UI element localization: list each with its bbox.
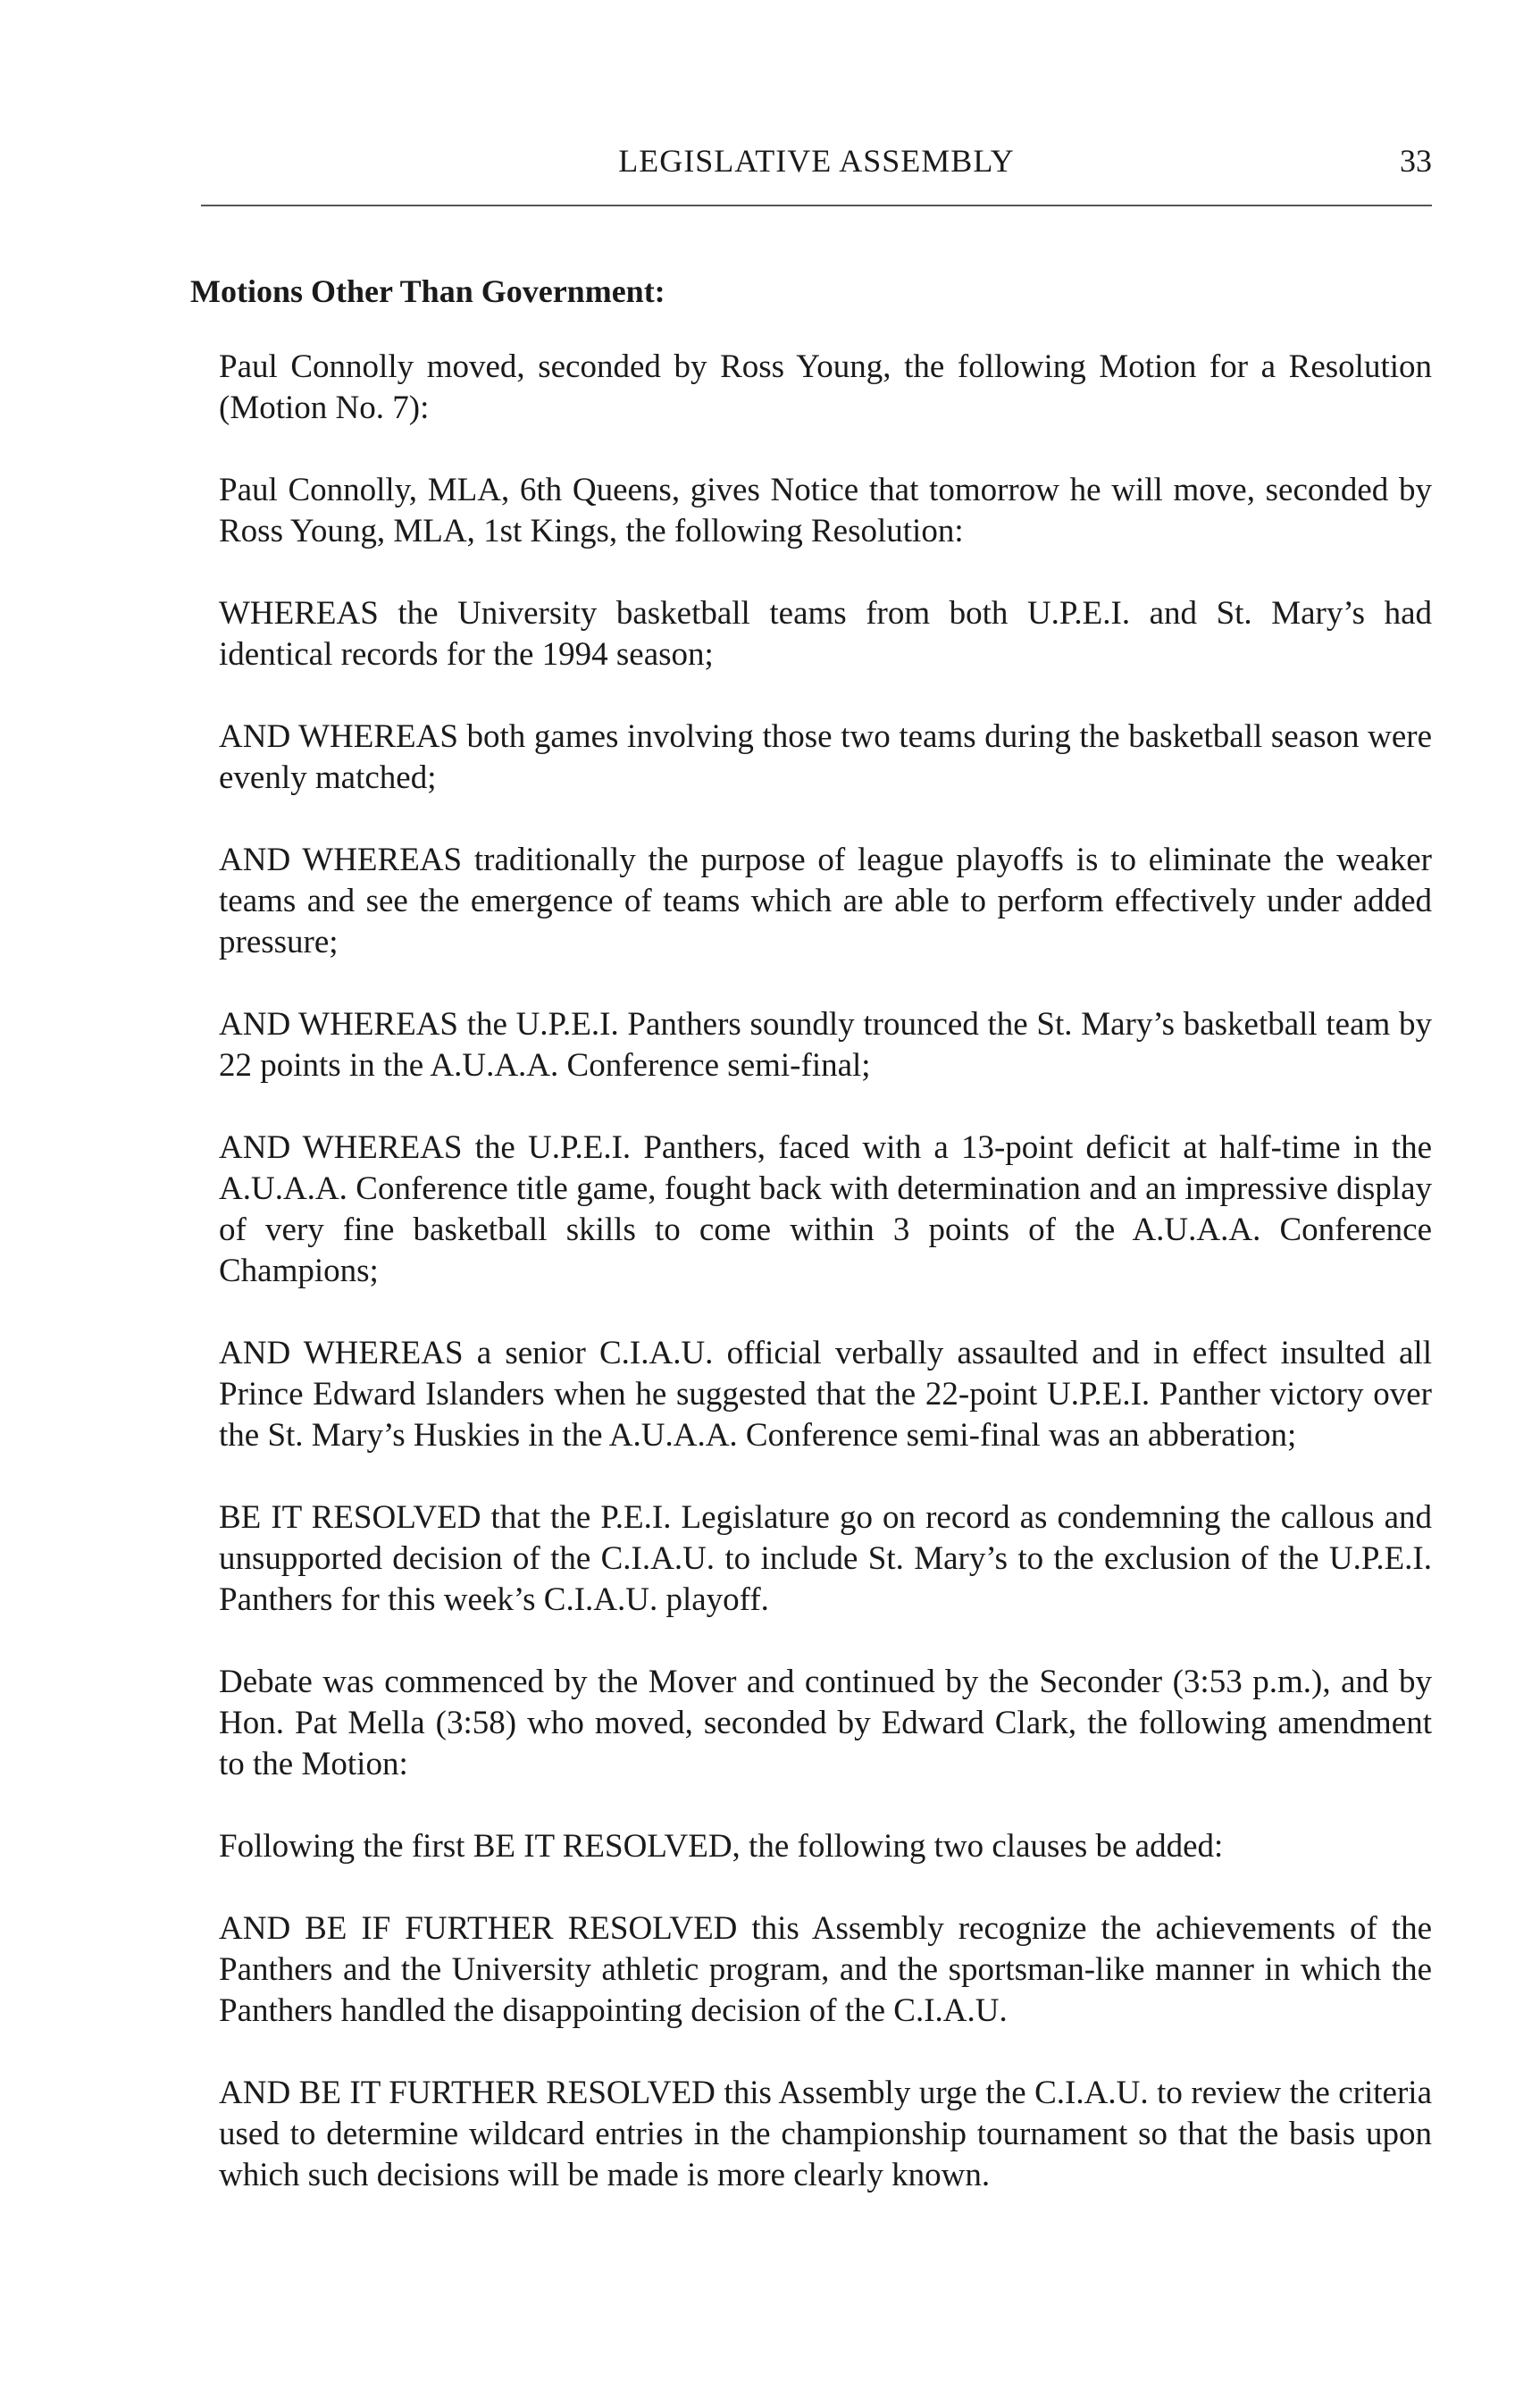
running-title: LEGISLATIVE ASSEMBLY (618, 143, 1015, 179)
paragraph-whereas-records: WHEREAS the University basketball teams from both U.P.E.I. and St. Mary’s had identical records for the 1994 season; (219, 595, 1432, 673)
running-header (201, 134, 1432, 188)
header-rule (201, 205, 1432, 206)
paragraph-whereas-games: AND WHEREAS both games involving those two teams during the basketball season were evenly matched; (219, 718, 1432, 796)
paragraph-resolved: BE IT RESOLVED that the P.E.I. Legislature go on record as condemning the callous and unsupported decision of the C.I.A.U. to include St. Mary’s to the exclusion of the U.P.E.I. Panthers for this week’s C.I.A.U. playoff. (219, 1499, 1432, 1618)
page-number: 33 (1400, 143, 1432, 179)
paragraph-amendment-intro: Following the first BE IT RESOLVED, the following two clauses be added: (219, 1828, 1224, 1865)
paragraph-whereas-official: AND WHEREAS a senior C.I.A.U. official verbally assaulted and in effect insulted all Prince Edward Islanders when he suggested that the 22-point U.P.E.I. Panther victory over the St. Mary’s Huskies in the A.U.A.A. Conference semi-final was an abberation; (219, 1335, 1432, 1454)
paragraph-whereas-title-game: AND WHEREAS the U.P.E.I. Panthers, faced with a 13-point deficit at half-time in the A.U.A.A. Conference title game, fought back with determination and an impressive display of very fine basketball skills to come within 3 points of the A.U.A.A. Conference Champions; (219, 1129, 1432, 1289)
paragraph-debate: Debate was commenced by the Mover and continued by the Seconder (3:53 p.m.), and by Hon. Pat Mella (3:58) who moved, seconded by Edward Clark, the following amendment to the Motion: (219, 1664, 1432, 1782)
section-heading: Motions Other Than Government: (190, 273, 665, 309)
paragraph-motion-intro: Paul Connolly moved, seconded by Ross Young, the following Motion for a Resolution (Motion No. 7): (219, 348, 1432, 426)
paragraph-notice: Paul Connolly, MLA, 6th Queens, gives Notice that tomorrow he will move, seconded by Ross Young, MLA, 1st Kings, the following Resolution: (219, 472, 1432, 549)
document-body (219, 347, 1432, 2237)
paragraph-further-resolved-1: AND BE IF FURTHER RESOLVED this Assembly recognize the achievements of the Panthers and the University athletic program, and the sportsman-like manner in which the Panthers handled the disappointing decision of the C.I.A.U. (219, 1910, 1432, 2029)
paragraph-whereas-semifinal: AND WHEREAS the U.P.E.I. Panthers soundly trounced the St. Mary’s basketball team by 22 points in the A.U.A.A. Conference semi-final; (219, 1006, 1432, 1084)
paragraph-further-resolved-2: AND BE IT FURTHER RESOLVED this Assembly urge the C.I.A.U. to review the criteria used to determine wildcard entries in the championship tournament so that the basis upon which such decisions will be made is more clearly known. (219, 2075, 1432, 2193)
paragraph-whereas-playoffs: AND WHEREAS traditionally the purpose of league playoffs is to eliminate the weaker teams and see the emergence of teams which are able to perform effectively under added pressure; (219, 842, 1432, 960)
